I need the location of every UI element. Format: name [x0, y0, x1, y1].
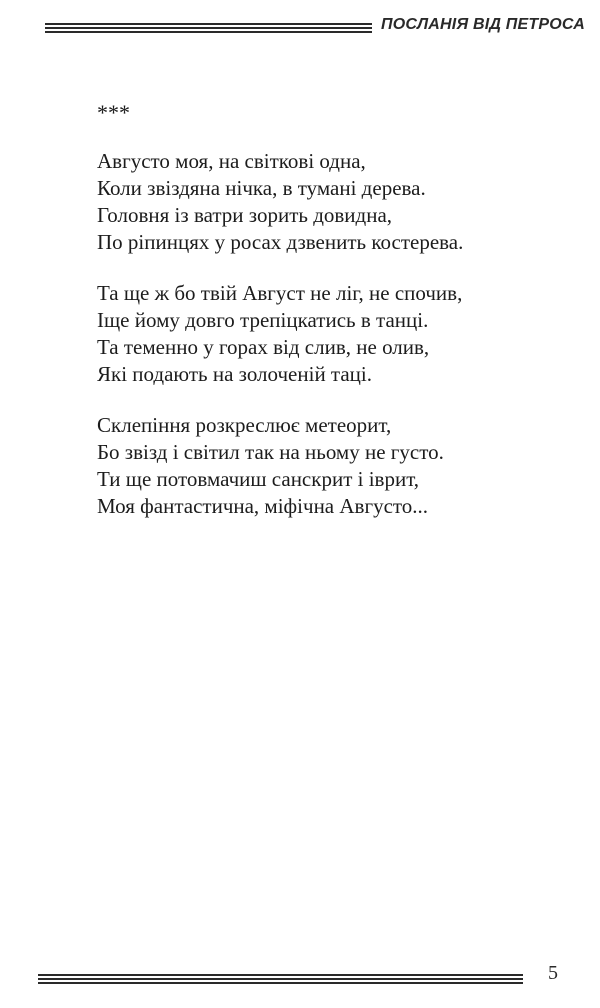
- poem-line: Моя фантастична, міфічна Августо...: [97, 494, 429, 518]
- stanza: [97, 412, 557, 520]
- poem-line: Склепіння розкреслює метеорит,: [97, 413, 392, 437]
- poem-line: Іще йому довго трепіцкатись в танці.: [97, 308, 429, 332]
- poem-line: Коли звіздяна нічка, в тумані дерева.: [97, 176, 426, 200]
- running-header-title: ПОСЛАНІЯ ВІД ПЕТРОСА: [381, 16, 585, 33]
- header-rule-line: [45, 23, 372, 25]
- footer-rule-line: [38, 978, 523, 980]
- poem-line: Та ще ж бо твій Август не ліг, не спочив,: [97, 281, 463, 305]
- header-rule-line: [45, 27, 372, 29]
- header-rule: [45, 23, 372, 34]
- poem-line: Які подають на золоченій таці.: [97, 362, 373, 386]
- stanza: [97, 148, 557, 256]
- header-rule-line: [45, 31, 372, 33]
- poem-line: Ти ще потовмачиш санскрит і іврит,: [97, 467, 420, 491]
- stanza: [97, 280, 557, 388]
- poem-line: Августо моя, на світкові одна,: [97, 149, 366, 173]
- footer-rule: [38, 974, 523, 985]
- poem-line: Бо звізд і світил так на ньому не густо.: [97, 440, 444, 464]
- poem-line: Та теменно у горах від слив, не олив,: [97, 335, 430, 359]
- footer-rule-line: [38, 974, 523, 976]
- poem-line: По ріпинцях у росах дзвенить костерева.: [97, 230, 464, 254]
- page-number: 5: [548, 962, 558, 984]
- poem: [97, 100, 557, 544]
- poem-separator: ***: [97, 100, 130, 125]
- poem-line: Головня із ватри зорить довидна,: [97, 203, 393, 227]
- footer-rule-line: [38, 982, 523, 984]
